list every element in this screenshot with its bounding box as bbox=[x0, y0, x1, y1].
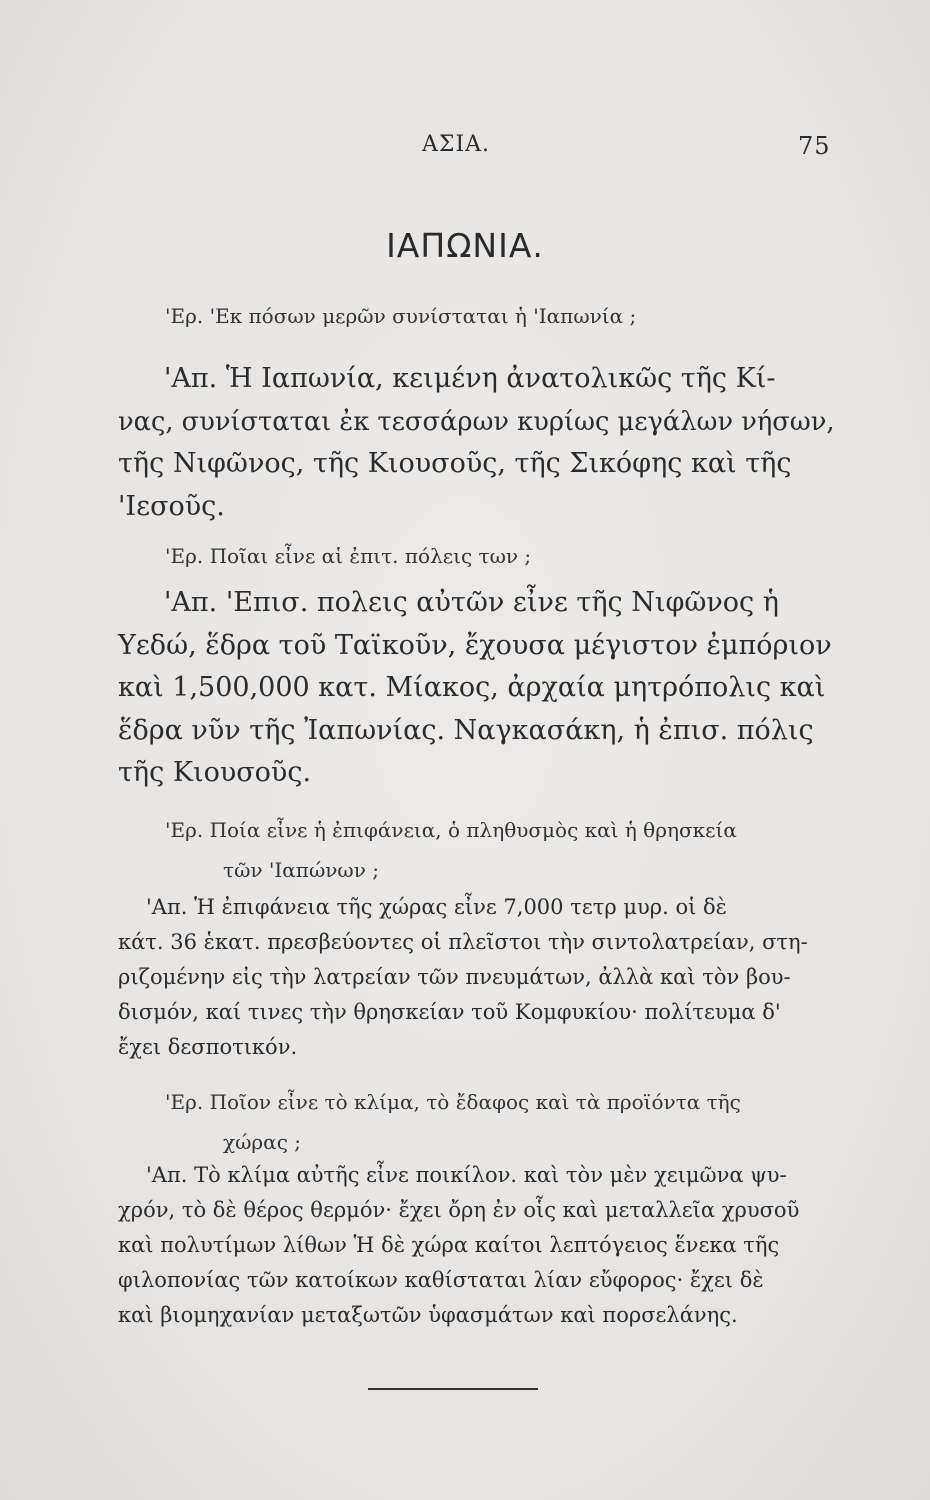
answer-line: 'Απ. Ἡ Ιαπωνία, κειμένη ἀνατολικῶς τῆς Κί- bbox=[164, 363, 776, 394]
answer-line: φιλοπονίας τῶν κατοίκων καθίσταται λίαν εὔφορος· ἔχει δὲ bbox=[118, 1268, 764, 1292]
answer-line: Υεδώ, ἕδρα τοῦ Ταϊκοῦν, ἔχουσα μέγιστον ἐμπόριον bbox=[118, 629, 832, 661]
answer-line: 'Ιεσοῦς. bbox=[118, 490, 225, 522]
answer-block bbox=[118, 1158, 842, 1333]
answer-line: τῆς Κιουσοῦς. bbox=[118, 757, 312, 788]
page-number: 75 bbox=[798, 132, 831, 160]
question-line: 'Ερ. Ποῖον εἶνε τὸ κλίμα, τὸ ἔδαφος καὶ τὰ προϊόντα τῆς bbox=[165, 1090, 741, 1114]
question-line: τῶν 'Ιαπώνων ; bbox=[223, 858, 379, 882]
answer-line: ἕδρα νῦν τῆς Ἰαπωνίας. Ναγκασάκη, ἡ ἐπισ. πόλις bbox=[118, 714, 814, 746]
answer-line: 'Απ. 'Επισ. πολεις αὐτῶν εἶνε τῆς Νιφῶνος ἡ bbox=[164, 587, 779, 618]
question-block bbox=[165, 536, 845, 576]
question-block bbox=[165, 296, 845, 336]
answer-line: καὶ βιομηχανίαν μεταξωτῶν ὑφασμάτων καὶ πορσελάνης. bbox=[118, 1303, 738, 1327]
chapter-title: ΙΑΠΩΝΙΑ. bbox=[386, 226, 544, 265]
answer-line: ριζομένην εἰς τὴν λατρείαν τῶν πνευμάτων, ἀλλὰ καὶ τὸν βου- bbox=[118, 965, 791, 989]
question-line: 'Ερ. 'Εκ πόσων μερῶν συνίσταται ἡ 'Ιαπωνία ; bbox=[165, 304, 637, 328]
answer-block bbox=[118, 890, 842, 1065]
question-line: 'Ερ. Ποία εἶνε ἡ ἐπιφάνεια, ὁ πληθυσμὸς καὶ ἡ θρησκεία bbox=[165, 818, 737, 842]
answer-line: καὶ 1,500,000 κατ. Μίακος, ἀρχαία μητρόπολις καὶ bbox=[118, 672, 826, 703]
answer-line: 'Απ. Τὸ κλίμα αὐτῆς εἶνε ποικίλον. καὶ τὸν μὲν χειμῶνα ψυ- bbox=[146, 1163, 787, 1187]
answer-line: δισμόν, καί τινες τὴν θρησκείαν τοῦ Κομφυκίου· πολίτευμα δ' bbox=[118, 1000, 781, 1024]
answer-line: κάτ. 36 ἑκατ. πρεσβεύοντες οἱ πλεῖστοι τὴν σιντολατρείαν, στη- bbox=[118, 930, 808, 954]
answer-line: τῆς Νιφῶνος, τῆς Κιουσοῦς, τῆς Σικόφης καὶ τῆς bbox=[118, 448, 792, 479]
running-title: ΑΣΙΑ. bbox=[422, 132, 491, 157]
answer-line: καὶ πολυτίμων λίθων Ἡ δὲ χώρα καίτοι λεπτόγειος ἕνεκα τῆς bbox=[118, 1233, 780, 1257]
answer-block bbox=[118, 582, 842, 795]
section-end-rule bbox=[368, 1388, 538, 1390]
question-block bbox=[165, 1082, 845, 1162]
answer-line: ἔχει δεσποτικόν. bbox=[118, 1035, 298, 1059]
question-line: 'Ερ. Ποῖαι εἶνε αἱ ἐπιτ. πόλεις των ; bbox=[165, 544, 532, 568]
answer-line: χρόν, τὸ δὲ θέρος θερμόν· ἔχει ὄρη ἐν οἷς καὶ μεταλλεῖα χρυσοῦ bbox=[118, 1198, 800, 1222]
answer-block bbox=[118, 358, 842, 528]
answer-line: νας, συνίσταται ἐκ τεσσάρων κυρίως μεγάλων νήσων, bbox=[118, 406, 835, 437]
answer-line: 'Απ. Ἡ ἐπιφάνεια τῆς χώρας εἶνε 7,000 τετρ μυρ. οἱ δὲ bbox=[146, 895, 727, 919]
question-line: χώρας ; bbox=[223, 1130, 301, 1154]
question-block bbox=[165, 810, 845, 890]
